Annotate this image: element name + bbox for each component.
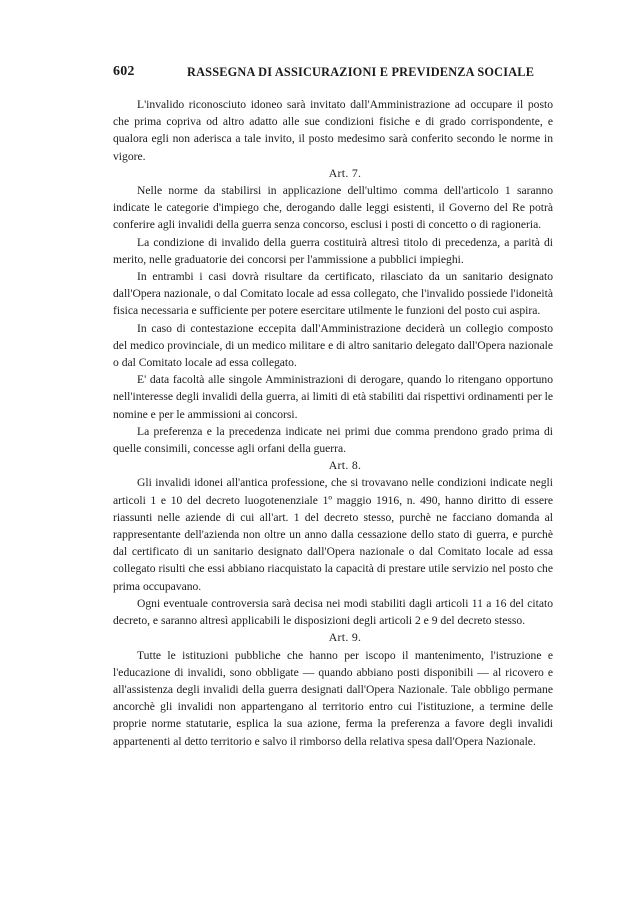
article-7-paragraph: In caso di contestazione eccepita dall'Amministrazione deciderà un collegio composto del medico provinciale, di un medico militare e di altro sanitario delegato dall'Opera nazionale o dal Comitato locale ad essa collegato. [113,321,553,370]
article-9-heading: Art. 9. [328,630,362,645]
page-header [113,64,553,82]
paragraph-intro: L'invalido riconosciuto idoneo sarà invitato dall'Amministrazione ad occupare il posto che prima copriva od altro adatto alle sue condizioni fisiche e di grado corrispondente, e qualora egli non aderisca a tale invito, il posto medesimo sarà conferito secondo le norme in vigore. [113,98,553,163]
article-7-paragraph: In entrambi i casi dovrà risultare da certificato, rilasciato da un sanitario designato dall'Opera nazionale, o dal Comitato locale ad essa collegato, che l'invalido possiede l'idoneità fisica necessaria e sufficiente per potere esercitare utilmente le funzioni del posto cui aspira. [113,270,553,318]
running-head: RASSEGNA DI ASSICURAZIONI E PREVIDENZA SOCIALE [187,65,535,79]
article-7-paragraph: Nelle norme da stabilirsi in applicazione dell'ultimo comma dell'articolo 1 saranno indicate le categorie d'impiego che, derogando dalle leggi esistenti, il Governo del Re potrà conferire agli invalidi della guerra senza concorso, esclusi i posti di concetto o di ragioneria. [113,184,553,232]
page-body [113,96,553,750]
article-8-paragraph: Gli invalidi idonei all'antica professione, che si trovavano nelle condizioni indicate negli articoli 1 e 10 del decreto luogotenenziale 1º maggio 1916, n. 490, hanno diritto di essere riassunti nelle aziende di cui all'art. 1 del decreto stesso, purchè ne facciano domanda al rappresentante dell'azienda non oltre un anno dalla cessazione dello stato di guerra, e purchè dal certificato di un sanitario designato dall'Opera nazionale o dal Comitato locale ad essa collegato risulti che essi abbiano riacquistato la capacità di prestare utile servizio nel posto che prima occupavano. [113,476,553,593]
article-8-paragraph: Ogni eventuale controversia sarà decisa nei modi stabiliti dagli articoli 11 a 16 del citato decreto, e saranno altresì applicabili le disposizioni degli articoli 2 e 9 del decreto stesso. [113,596,553,628]
article-8-heading: Art. 8. [328,458,362,473]
page-number: 602 [113,64,135,79]
article-7-paragraph: La preferenza e la precedenza indicate nei primi due comma prendono grado prima di quelle consimili, concesse agli orfani della guerra. [113,424,553,456]
article-9-paragraph: Tutte le istituzioni pubbliche che hanno per iscopo il mantenimento, l'istruzione e l'educazione di invalidi, sono obbligate — quando abbiano posti disponibili — al ricovero e all'assistenza degli invalidi della guerra designati dall'Opera Nazionale. Tale obbligo permane ancorchè gli invalidi non appartengano al territorio entro cui l'istituzione, a termine delle proprie norme statutarie, esplica la sua azione, ferma la preferenza a favore degli invalidi appartenenti al detto territorio e salvo il rimborso della relativa spesa dall'Opera Nazionale. [113,648,553,748]
article-7-paragraph: La condizione di invalido della guerra costituirà altresì titolo di precedenza, a parità di merito, nelle graduatorie dei concorsi per l'ammissione a pubblici impieghi. [113,235,553,266]
article-7-paragraph: E' data facoltà alle singole Amministrazioni di derogare, quando lo ritengano opportuno nell'interesse degli invalidi della guerra, ai limiti di età stabiliti dai rispettivi ordinamenti per le nomine e per le ammissioni ai concorsi. [113,373,553,421]
article-7-heading: Art. 7. [328,165,362,180]
